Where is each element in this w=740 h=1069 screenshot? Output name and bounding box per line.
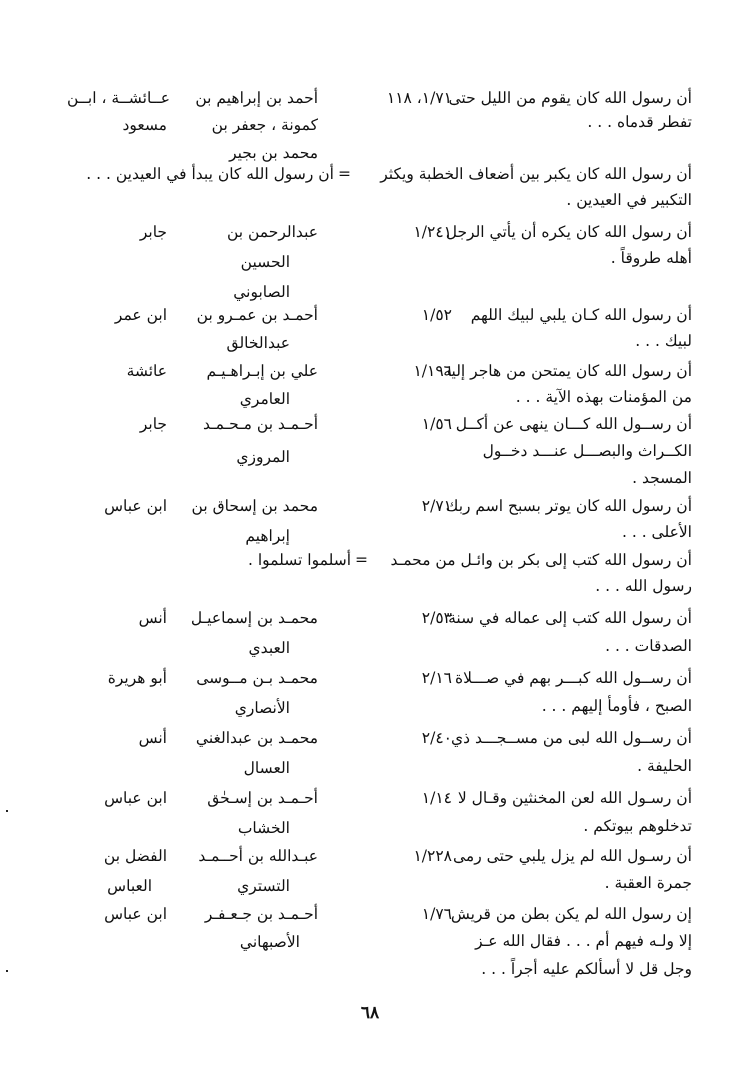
narrator-line: عبـدالله بن أحــمـد: [198, 847, 318, 865]
companion-line: ابن عباس: [104, 497, 167, 515]
hadith-text-line: أن رسـول الله لم يزل يلبي حتى رمى: [452, 847, 692, 865]
companion-line: عــائشــة ، ابــن: [67, 89, 170, 107]
companion-line: ابن عباس: [104, 789, 167, 807]
hadith-text-line: تفطر قدماه . . .: [587, 113, 692, 131]
volume-page-ref: ١/١٤: [421, 789, 452, 807]
volume-page-ref: ٢/١٦: [421, 669, 452, 687]
hadith-text-line: أهله طروقاً .: [610, 249, 692, 267]
hadith-text-line: أن رسول الله كان يوتر بسبح اسم ربك: [445, 497, 692, 515]
companion-line: ابن عمر: [114, 306, 167, 324]
narrator-line: محمد بن بجير: [229, 144, 318, 162]
hadith-text-line: أن رسول الله كان يكبر بين أضعاف الخطبة ويكثر: [380, 165, 692, 183]
hadith-text-line: التكبير في العيدين .: [566, 191, 692, 209]
hadith-text-line: تدخلوهم بيوتكم .: [583, 817, 692, 835]
hadith-text-line: أن رســول الله لبى من مســجـــد ذي: [451, 729, 692, 747]
equals-sign: =: [355, 551, 368, 569]
narrator-line: التستري: [237, 877, 290, 895]
volume-page-ref: ١/٧١، ١١٨: [386, 89, 452, 107]
cross-reference: أسلموا تسلموا .: [247, 551, 351, 569]
narrator-line: الخشاب: [237, 819, 290, 837]
hadith-text-line: الكــراث والبصـــل عنـــد دخــول: [482, 442, 692, 460]
volume-page-ref: ٢/٧١: [421, 497, 452, 515]
companion-line: العباس: [107, 877, 152, 895]
hadith-text-line: إلا ولـه فيهم أم . . . فقال الله عـز: [475, 932, 692, 950]
narrator-line: محمـد بـن مــوسى: [196, 669, 318, 687]
narrator-line: محمد بن إسحاق بن: [191, 497, 318, 515]
narrator-line: أحمد بن إبراهيم بن: [195, 89, 318, 107]
cross-reference: أن رسول الله كان يبدأ في العيدين . . .: [86, 165, 334, 183]
volume-page-ref: ١/٥٢: [421, 306, 452, 324]
companion-line: أنس: [138, 609, 167, 627]
hadith-text-line: أن رســول الله كبـــر بهم في صـــلاة: [454, 669, 692, 687]
hadith-text-line: رسول الله . . .: [595, 577, 692, 595]
page-number: ٦٨: [360, 1003, 380, 1023]
companion-line: عائشة: [126, 362, 167, 380]
hadith-text-line: الأعلى . . .: [621, 523, 692, 541]
hadith-text-line: أن رسول الله كان يمتحن من هاجر إليه: [443, 362, 692, 380]
hadith-text-line: أن رسول الله كان يكره أن يأتي الرجل: [445, 223, 692, 241]
narrator-line: الأنصاري: [234, 699, 290, 717]
narrator-line: الصابوني: [233, 283, 290, 301]
hadith-text-line: لبيك . . .: [635, 332, 692, 350]
narrator-line: أحـمـد بن جـعـفـر: [204, 905, 318, 923]
companion-line: أبو هريرة: [107, 669, 167, 687]
narrator-line: محمـد بن إسماعيـل: [190, 609, 318, 627]
hadith-text-line: جمرة العقبة .: [604, 874, 692, 892]
companion-line: جابر: [139, 415, 167, 433]
volume-page-ref: ١/١٩٦: [413, 362, 452, 380]
narrator-line: العسال: [243, 759, 290, 777]
companion-line: أنس: [138, 729, 167, 747]
hadith-text-line: إن رسول الله لم يكن بطن من قريش: [450, 905, 692, 923]
hadith-text-line: أن رسـول الله لعن المخنثين وقـال لا: [457, 789, 692, 807]
hadith-text-line: الصبح ، فأومأ إليهم . . .: [541, 697, 692, 715]
hadith-text-line: أن رسول الله كـان يلبي لبيك اللهم: [470, 306, 692, 324]
hadith-text-line: أن رســول الله كـــان ينهى عن أكــل: [455, 415, 692, 433]
narrator-line: عبدالخالق: [226, 334, 290, 352]
narrator-line: أحـمـد بن إسـحٰق: [207, 789, 318, 807]
volume-page-ref: ١/٢٢٨: [413, 847, 452, 865]
narrator-line: محمـد بن عبدالغني: [195, 729, 318, 747]
volume-page-ref: ١/٧٦: [421, 905, 452, 923]
narrator-line: علي بن إبـراهـيـم: [206, 362, 318, 380]
margin-speck: [6, 810, 8, 812]
hadith-text-line: الحليفة .: [637, 757, 692, 775]
hadith-text-line: وجل قل لا أسألكم عليه أجراً . . .: [481, 960, 692, 978]
narrator-line: الحسين: [240, 253, 290, 271]
hadith-text-line: أن رسول الله كتب إلى بكر بن وائـل من محمـد: [390, 551, 692, 569]
narrator-line: أحـمـد بن مـحـمـد: [202, 415, 318, 433]
companion-line: الفضل بن: [103, 847, 167, 865]
narrator-line: أحمـد بن عمـرو بن: [196, 306, 318, 324]
equals-sign: =: [338, 165, 351, 183]
hadith-text-line: المسجد .: [632, 469, 692, 487]
narrator-line: المروزي: [236, 448, 290, 466]
narrator-line: عبدالرحمن بن: [226, 223, 318, 241]
companion-line: مسعود: [122, 116, 167, 134]
hadith-text-line: أن رسول الله كتب إلى عماله في سنة: [448, 609, 692, 627]
volume-page-ref: ٢/٥٣: [421, 609, 452, 627]
narrator-line: العبدي: [248, 639, 290, 657]
margin-speck: [6, 970, 8, 972]
narrator-line: العامري: [239, 390, 290, 408]
narrator-line: إبراهيم: [245, 527, 290, 545]
companion-line: جابر: [139, 223, 167, 241]
volume-page-ref: ١/٢٤١: [413, 223, 452, 241]
volume-page-ref: ٢/٤٠: [421, 729, 452, 747]
volume-page-ref: ١/٥٦: [421, 415, 452, 433]
companion-line: ابن عباس: [104, 905, 167, 923]
hadith-text-line: أن رسول الله كان يقوم من الليل حتى: [448, 89, 692, 107]
narrator-line: الأصبهاني: [239, 933, 300, 951]
hadith-text-line: الصدقات . . .: [605, 637, 692, 655]
narrator-line: كمونة ، جعفر بن: [211, 116, 318, 134]
hadith-text-line: من المؤمنات بهذه الآية . . .: [515, 388, 692, 406]
